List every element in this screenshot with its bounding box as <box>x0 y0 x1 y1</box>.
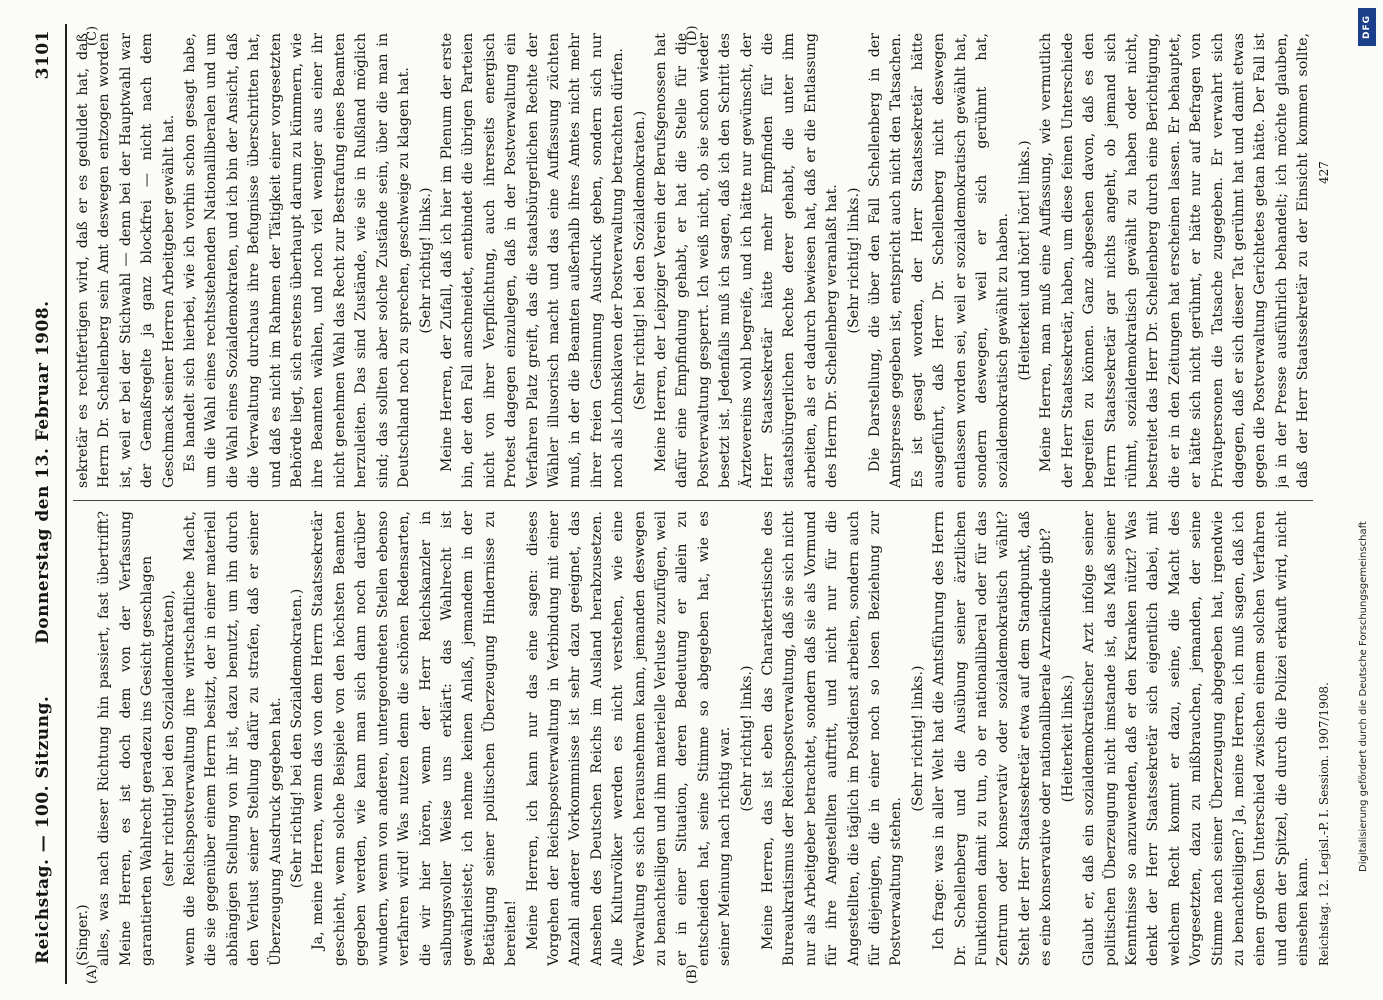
left-column-paragraph: alles, was nach dieser Richtung hin passiert, fast übertrifft? Meine Herren, es ist doch dem von der Verfassung garantierten Wahlrecht geradezu ins Gesicht geschlagen <box>96 511 156 966</box>
left-column-paragraph: (Heiterkeit links.) <box>1059 674 1076 803</box>
right-column <box>73 33 1313 488</box>
right-column-paragraph: (Sehr richtig! links.) <box>845 187 862 334</box>
right-column-paragraph: (Heiterkeit und hört! hört! links.) <box>1016 140 1033 381</box>
left-column-paragraph: Ja, meine Herren, wenn das von dem Herrn Staatssekretär geschieht, wenn solche Beispiele von den höchsten Beamten gegeben werden, wie kann man sich dann noch darüber wundern, wenn von anderen, untergeordneten Stellen ebenso verfahren wird! Was nutzen denn die schönen Redensarten, die wir hier hören, wenn der Herr Reichskanzler in salbungsvoller Weise uns erklärt: das Wahlrecht ist gewährleistet; ich nehme keinen Anlaß, jemandem in der Betätigung seiner politischen Überzeugung Hindernisse zu bereiten! <box>310 511 520 966</box>
rotated-scan <box>25 24 1350 984</box>
right-column-paragraph: Meine Herren, der Zufall, daß ich hier im Plenum der erste bin, der den Fall anschneidet, entbindet die übrigen Parteien nicht von ihrer Verpflichtung, auch ihrerseits energisch Protest dagegen einzulegen, daß in der Postverwaltung ein Verfahren Platz greift, das die staatsbürgerlichen Rechte der Wähler illusorisch macht und das eine Auffassung züchten muß, in der die Beamten außerhalb ihres Amtes nicht mehr ihrer freien Gesinnung Ausdruck geben, sondern sich nur noch als Lohnsklaven der Postverwaltung betrachten dürfen. <box>438 33 627 488</box>
margin-marker-a: (A) <box>85 964 100 984</box>
right-column-paragraph: Es handelt sich hierbei, wie ich vorhin schon gesagt habe, um die Wahl eines rechtsstehenden Nationalliberalen und um die Wahl eines Sozialdemokraten, und ich bin der Ansicht, daß die Verwaltung durchaus ihre Befugnisse überschritten hat, und daß es nicht im Rahmen der Tätigkeit einer vorgesetzten Behörde liegt, sich erstens überhaupt darum zu kümmern, wie ihre Beamten wählen, und noch viel weniger aus einer ihr nicht genehmen Wahl das Recht zur Bestrafung eines Beamten herzuleiten. Das sind Zustände, wie sie in Rußland möglich sind; das sollten aber solche Zustände sein, über die man in Deutschland noch zu sprechen, geschweige zu klagen hat. <box>182 33 413 488</box>
right-column-paragraph: sekretär es rechtfertigen wird, daß er es geduldet hat, daß Herrn Dr. Schellenberg sein Amt deswegen entzogen worden ist, weil er bei der Stichwahl — denn bei der Hauptwahl war der Gemaßregelte ja ganz blockfrei — nicht nach dem Geschmack seiner Herren Arbeitgeber gewählt hat. <box>75 33 177 488</box>
right-column-paragraph: Die Darstellung, die über den Fall Schellenberg in der Amtspresse gegeben ist, entspricht auch nicht den Tatsachen. Es ist gesagt worden, der Herr Staatssekretär hätte ausgeführt, daß Herr Dr. Schellenberg nicht deswegen entlassen worden sei, weil er sozialdemokratisch gewählt hat, sondern deswegen, weil er sich gerühmt hat, sozialdemokratisch gewählt zu haben. <box>867 33 1012 488</box>
left-column <box>73 511 1313 966</box>
left-column-paragraph: (Sehr richtig! bei den Sozialdemokraten.) <box>289 588 306 889</box>
right-column-paragraph: (Sehr richtig! links.) <box>417 187 434 334</box>
digitization-credit: Digitalisierung gefördert durch die Deutsche Forschungsgemeinschaft <box>1358 521 1369 872</box>
margin-marker-b: (B) <box>685 964 700 984</box>
left-column-paragraph: wenn die Reichspostverwaltung ihre wirtschaftliche Macht, die sie gegenüber einem Herrn besitzt, der in einer materiell abhängigen Stellung von ihr ist, dazu benutzt, um ihn durch den Verlust seiner Stellung dafür zu strafen, daß er seiner Überzeugung Ausdruck gegeben hat. <box>182 511 284 966</box>
left-column-paragraph: (Sehr richtig! links.) <box>909 665 926 812</box>
margin-marker-c: (C) <box>85 25 100 46</box>
left-column-paragraph: Meine Herren, das ist eben das Charakteristische des Bureaukratismus der Reichspostverwaltung, daß sie sich nicht nur als Arbeitgeber betrachtet, sondern daß sie als Vormund für ihre Angestellten auftritt, und nicht nur für die Angestellten, die täglich im Postdienst arbeiten, sondern auch für diejenigen, die in einer noch so losen Beziehung zur Postverwaltung stehen. <box>760 511 905 966</box>
footer-signature: 427 <box>1317 161 1331 184</box>
left-column-paragraph: Ich frage: was in aller Welt hat die Amtsführung des Herrn Dr. Schellenberg und die Ausübung seiner ärztlichen Funktionen damit zu tun, ob er nationalliberal oder für das Zentrum oder konservativ oder sozialdemokratisch wählt? Steht der Herr Staatssekretär etwa auf dem Standpunkt, daß es eine konservative oder nationalliberale Arzneikunde gibt? <box>931 511 1055 966</box>
right-column-paragraph: Meine Herren, man muß eine Auffassung, wie vermutlich der Herr Staatssekretär, haben, um diese feinen Unterschiede begreifen zu können. Ganz abgesehen davon, daß es den Herrn Staatssekretär gar nichts angeht, ob jemand sich rühmt, sozialdemokratisch gewählt zu haben oder nicht, bestreitet das Herr Dr. Schellenberg durch eine Berichtigung, die er in den Zeitungen hat erscheinen lassen. Er behauptet, er hätte sich nicht gerühmt, er hätte nur auf Befragen von Privatpersonen die Tatsache zugegeben. Er verwahrt sich dagegen, daß er sich dieser Tat gerühmt hat und damit etwas gegen die Postverwaltung Gerichtetes getan hätte. Der Fall ist ja in der Presse ausführlich behandelt; ich möchte glauben, daß der Herr Staatssekretär zu der Einsicht kommen sollte, <box>1038 33 1312 488</box>
left-column-paragraph: (Sehr richtig! links.) <box>738 665 755 812</box>
header-left: Reichstag. — 100. Sitzung. <box>33 695 53 964</box>
page-header <box>25 24 67 984</box>
margin-marker-d: (D) <box>685 25 700 46</box>
header-date: Donnerstag den 13. Februar 1908. <box>33 300 53 644</box>
header-page-number: 3101 <box>33 30 53 80</box>
right-column-paragraph: (Sehr richtig! bei den Sozialdemokraten.) <box>631 110 648 411</box>
left-column-paragraph: (Singer.) <box>75 904 91 966</box>
left-column-paragraph: Glaubt er, daß ein sozialdemokratischer Arzt infolge seiner politischen Überzeugung nicht imstande ist, das Maß seiner Kenntnisse so anzuwenden, daß er den Kranken nützt? Was denkt der Herr Staatssekretär sich eigentlich dabei, mit welchem Recht kommt er dazu, seine, die Macht des Vorgesetzten, dazu zu mißbrauchen, jemanden, der seine Stimme nach seiner Überzeugung abgegeben hat, irgendwie zu benachteiligen? Ja, meine Herren, ich muß sagen, daß ich einen großen Unterschied zwischen einem solchen Verfahren und dem der Spitzel, die durch die Polizei erkauft wird, nicht einsehen kann. <box>1081 511 1312 966</box>
footer-session: Reichstag. 12. Legisl.-P. I. Session. 1907/1908. <box>1317 682 1331 966</box>
column-divider <box>73 500 1313 501</box>
dfg-logo: DFG <box>1358 8 1376 46</box>
left-column-paragraph: (sehr richtig! bei den Sozialdemokraten), <box>160 589 177 888</box>
right-column-paragraph: Meine Herren, der Leipziger Verein der Berufsgenossen hat dafür eine Empfindung gehabt, er hat die Stelle für die Postverwaltung gesperrt. Ich weiß nicht, ob sie schon wieder besetzt ist. Jedenfalls muß ich sagen, daß ich den Schritt des Ärztevereins wohl begreife, und ich hätte nur gewünscht, der Herr Staatssekretär hätte mehr Empfinden für die staatsbürgerlichen Rechte derer gehabt, die unter ihm arbeiten, als er dadurch bewiesen hat, daß er die Entlassung des Herrn Dr. Schellenberg veranlaßt hat. <box>652 33 841 488</box>
left-column-paragraph: Meine Herren, ich kann nur das eine sagen: dieses Vorgehen der Reichspostverwaltung in Verbindung mit einer Anzahl anderer Vorkommnisse ist sehr dazu geeignet, das Ansehen des Deutschen Reichs im Ausland herabzusetzen. Alle Kulturvölker werden es nicht verstehen, wie eine Verwaltung es sich herausnehmen kann, jemanden deswegen zu benachteiligen und ihm materielle Verluste zuzufügen, weil er in einer Situation, deren Bedeutung er allein zu entscheiden hat, seine Stimme so abgegeben hat, wie es seiner Meinung nach richtig war. <box>524 511 734 966</box>
